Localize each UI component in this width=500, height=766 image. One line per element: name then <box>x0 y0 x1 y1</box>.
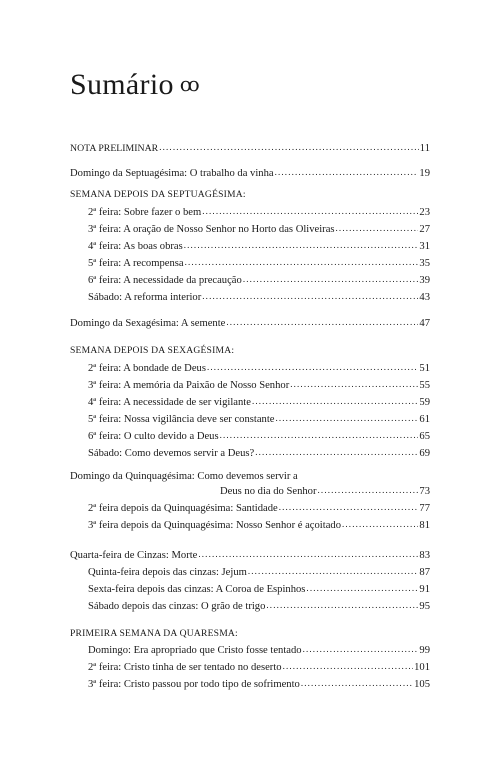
toc-entry-page: 105 <box>414 679 430 690</box>
toc-entry-title: Sexta-feira depois das cinzas: A Coroa de Espinhos <box>88 584 306 595</box>
dot-leader <box>306 581 418 595</box>
toc-entry-page: 61 <box>419 414 430 425</box>
dot-leader <box>243 272 419 286</box>
dot-leader <box>283 659 414 673</box>
toc-entry-title: Sábado depois das cinzas: O grão de trigo <box>88 601 266 612</box>
dot-leader <box>202 289 418 303</box>
dot-leader <box>252 394 418 408</box>
toc-entry-title: 3ª feira: A oração de Nosso Senhor no Horto das Oliveiras <box>88 224 335 235</box>
toc-entry-title: 2ª feira depois da Quinquagésima: Santidade <box>88 503 278 514</box>
dot-leader <box>226 315 418 329</box>
toc-entry[interactable] <box>88 392 430 408</box>
toc-entry-page: 27 <box>419 224 430 235</box>
toc-entry-title-line1[interactable]: Domingo da Quinquagésima: Como devemos servir a <box>70 471 298 482</box>
toc-entry-page: 83 <box>419 550 430 561</box>
toc-entry-title: Domingo da Septuagésima: O trabalho da vinha <box>70 168 274 179</box>
toc-entry-page: 39 <box>419 275 430 286</box>
dot-leader <box>303 642 419 656</box>
toc-entry-page: 81 <box>419 520 430 531</box>
dot-leader <box>185 255 419 269</box>
toc-entry[interactable] <box>88 287 430 303</box>
dot-leader <box>220 428 419 442</box>
title-ornament: ꝏ <box>179 74 201 96</box>
toc-entry-title: 3ª feira depois da Quinquagésima: Nosso Senhor é açoitado <box>88 520 341 531</box>
dot-leader <box>290 377 418 391</box>
dot-leader <box>275 411 418 425</box>
toc-entry[interactable] <box>220 481 430 497</box>
toc-entry[interactable] <box>88 236 430 252</box>
toc-entry-page: 51 <box>419 363 430 374</box>
toc-entry-page: 47 <box>419 318 430 329</box>
toc-entry-page: 11 <box>419 143 430 154</box>
toc-entry[interactable] <box>88 596 430 612</box>
toc-entry-page: 101 <box>414 662 430 673</box>
toc-entry[interactable] <box>88 409 430 425</box>
toc-entry[interactable] <box>88 443 430 459</box>
toc-entry-page: 69 <box>419 448 430 459</box>
toc-entry-title: Quarta-feira de Cinzas: Morte <box>70 550 198 561</box>
toc-entry[interactable] <box>88 219 430 235</box>
toc-entry-page: 31 <box>419 241 430 252</box>
toc-entry-title: 2ª feira: Sobre fazer o bem <box>88 207 202 218</box>
toc-entry-title: Quinta-feira depois das cinzas: Jejum <box>88 567 247 578</box>
toc-entry-title: 2ª feira: A bondade de Deus <box>88 363 206 374</box>
dot-leader <box>318 483 419 497</box>
dot-leader <box>198 547 418 561</box>
toc-entry-page: 87 <box>419 567 430 578</box>
toc-entry-title: 6ª feira: A necessidade da precaução <box>88 275 242 286</box>
toc-entry[interactable] <box>70 313 430 329</box>
toc-entry-page: 65 <box>419 431 430 442</box>
toc-entry[interactable] <box>88 657 430 673</box>
section-header: SEMANA DEPOIS DA SEPTUAGÉSIMA: <box>70 189 246 200</box>
dot-leader <box>279 500 419 514</box>
toc-entry[interactable] <box>88 358 430 374</box>
toc-entry-title: 3ª feira: Cristo passou por todo tipo de sofrimento <box>88 679 300 690</box>
toc-entry-title: Domingo da Sexagésima: A semente <box>70 318 226 329</box>
toc-entry-title: NOTA PRELIMINAR <box>70 143 159 154</box>
dot-leader <box>342 517 418 531</box>
dot-leader <box>266 598 418 612</box>
toc-entry-page: 55 <box>419 380 430 391</box>
toc-entry[interactable] <box>70 138 430 154</box>
toc-entry-title-line2: Deus no dia do Senhor <box>220 486 317 497</box>
section-header: SEMANA DEPOIS DA SEXAGÉSIMA: <box>70 345 235 356</box>
dot-leader <box>336 221 419 235</box>
toc-entry-page: 99 <box>419 645 430 656</box>
toc-entry-page: 35 <box>419 258 430 269</box>
toc-entry-title: 5ª feira: Nossa vigilância deve ser constante <box>88 414 275 425</box>
page-title: Sumário ꝏ <box>70 68 201 101</box>
dot-leader <box>159 140 419 154</box>
dot-leader <box>255 445 418 459</box>
toc-entry-title: Sábado: A reforma interior <box>88 292 202 303</box>
section-header: PRIMEIRA SEMANA DA QUARESMA: <box>70 628 238 639</box>
toc-entry-title: 3ª feira: A memória da Paixão de Nosso Senhor <box>88 380 290 391</box>
toc-entry-page: 23 <box>419 207 430 218</box>
toc-entry-page: 73 <box>419 486 430 497</box>
dot-leader <box>207 360 418 374</box>
toc-entry[interactable] <box>88 498 430 514</box>
toc-entry-page: 77 <box>419 503 430 514</box>
dot-leader <box>275 165 419 179</box>
toc-entry[interactable] <box>88 270 430 286</box>
toc-entry-page: 19 <box>419 168 430 179</box>
toc-entry[interactable] <box>88 375 430 391</box>
toc-entry[interactable] <box>70 545 430 561</box>
toc-entry[interactable] <box>88 562 430 578</box>
toc-entry-title: 2ª feira: Cristo tinha de ser tentado no deserto <box>88 662 282 673</box>
toc-entry[interactable] <box>88 515 430 531</box>
dot-leader <box>301 676 413 690</box>
toc-entry[interactable] <box>88 426 430 442</box>
toc-entry-title: 6ª feira: O culto devido a Deus <box>88 431 219 442</box>
toc-entry[interactable] <box>88 253 430 269</box>
toc-entry-page: 59 <box>419 397 430 408</box>
toc-entry[interactable] <box>70 163 430 179</box>
toc-entry-title: 4ª feira: A necessidade de ser vigilante <box>88 397 251 408</box>
toc-entry[interactable] <box>88 579 430 595</box>
dot-leader <box>248 564 419 578</box>
toc-entry-page: 91 <box>419 584 430 595</box>
toc-entry-title: 5ª feira: A recompensa <box>88 258 184 269</box>
toc-entry[interactable] <box>88 640 430 656</box>
toc-entry[interactable] <box>88 674 430 690</box>
toc-entry[interactable] <box>88 202 430 218</box>
dot-leader <box>184 238 419 252</box>
toc-entry-title: Domingo: Era apropriado que Cristo fosse tentado <box>88 645 302 656</box>
toc-entry-page: 95 <box>419 601 430 612</box>
toc-entry-page: 43 <box>419 292 430 303</box>
toc-entry-title: Sábado: Como devemos servir a Deus? <box>88 448 255 459</box>
dot-leader <box>202 204 418 218</box>
toc-entry-title: 4ª feira: As boas obras <box>88 241 183 252</box>
